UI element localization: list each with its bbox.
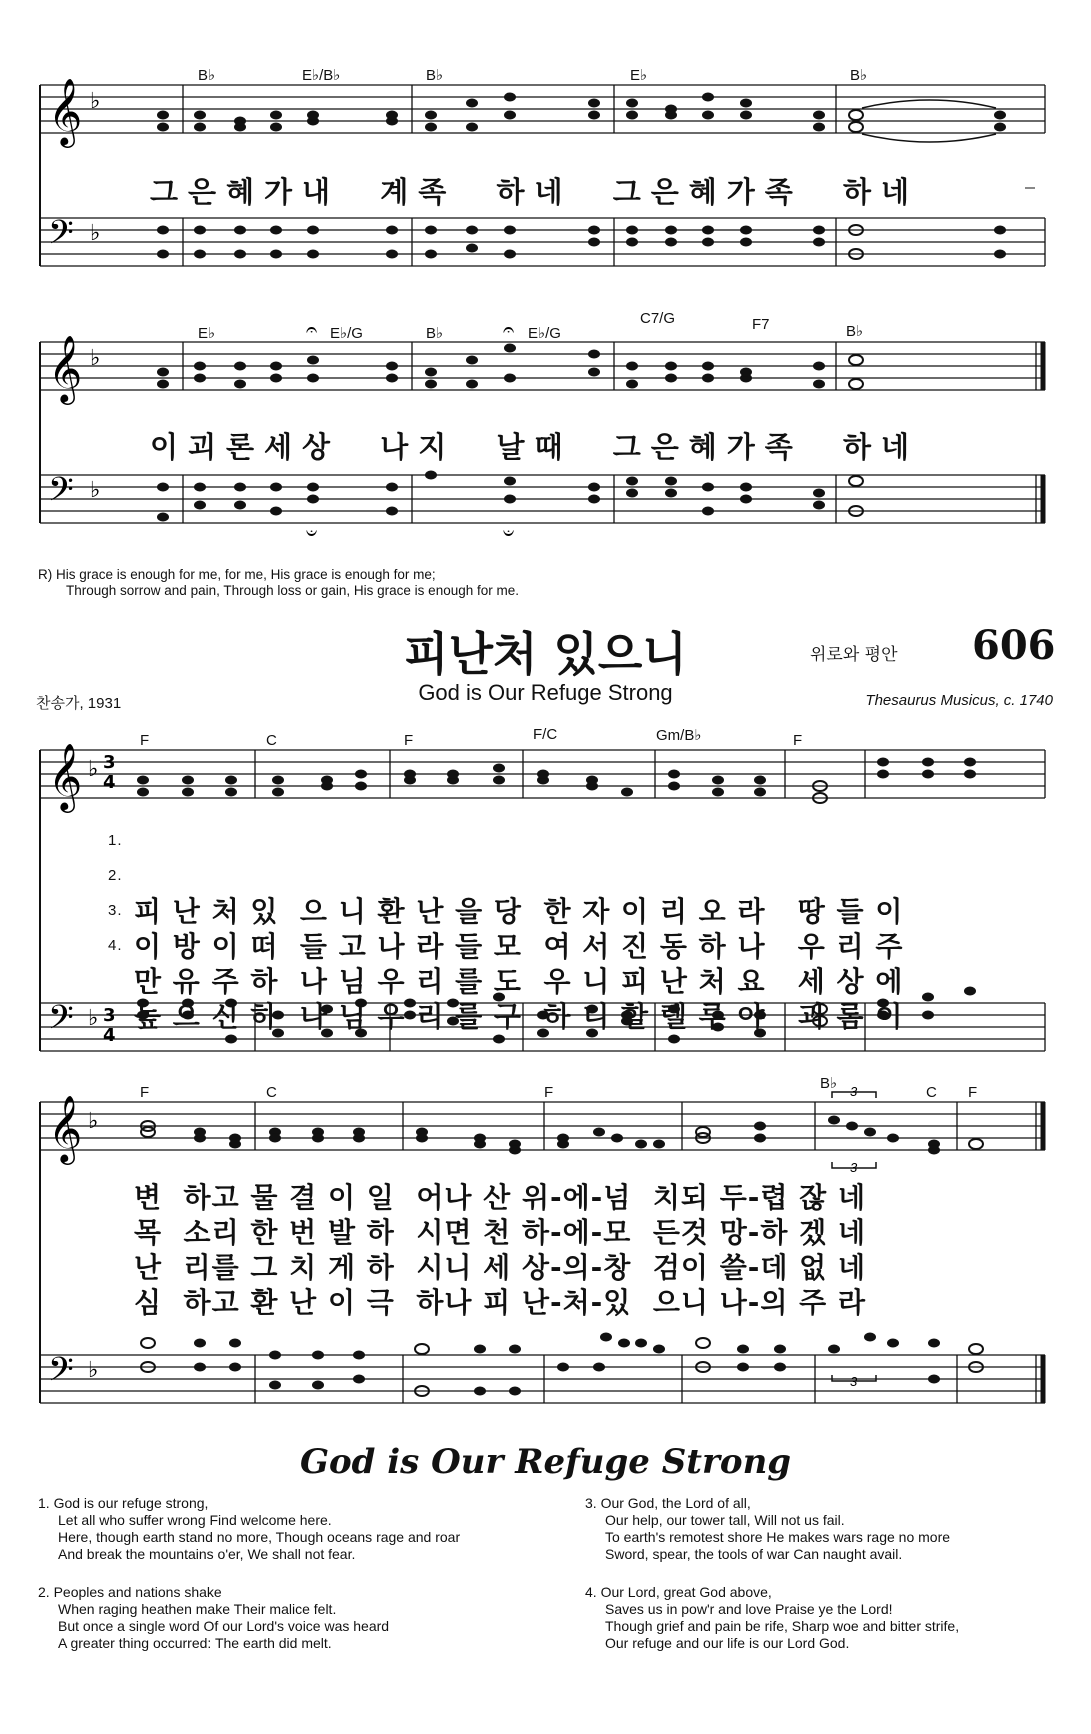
- svg-text:♭: ♭: [90, 221, 101, 246]
- chord-symbol: C7/G: [640, 310, 676, 327]
- lyric-text: 만 유 주 하 나 님 우 리 를 도 우 니 피 난 처 요 세 상 에: [134, 965, 904, 998]
- chord-symbol: F: [544, 1084, 554, 1101]
- hymn-title-korean: 피난처 있으니: [404, 627, 687, 681]
- chord-symbol: F: [404, 732, 414, 749]
- chord-symbol: E♭/G: [330, 325, 363, 342]
- lyric-text: 피 난 처 있 으 니 환 난 을 당 한 자 이 리 오 라 땅 들 이: [134, 895, 904, 928]
- treble-notes-4: [141, 1116, 983, 1155]
- verse-line: When raging heathen make Their malice felt.: [58, 1601, 337, 1617]
- chord-symbol: B♭: [850, 67, 868, 84]
- svg-text:3: 3: [103, 752, 116, 773]
- verse-line: Though grief and pain be rife, Sharp woe and bitter strife,: [605, 1618, 960, 1634]
- verse-line: Saves us in pow'r and love Praise ye the Lord!: [605, 1601, 893, 1617]
- chord-symbol: C: [926, 1084, 937, 1101]
- svg-text:♭: ♭: [90, 478, 101, 503]
- english-verse-4: [585, 1584, 959, 1652]
- english-verse-1: [38, 1495, 460, 1563]
- hymn-category: 위로와 평안: [810, 645, 898, 665]
- chord-symbol: F: [140, 1084, 150, 1101]
- chord-symbol: E♭/G: [528, 325, 561, 342]
- svg-text:♭: ♭: [88, 1006, 99, 1031]
- lyric-line-system-2: 이괴론세상 나지 날때 그은혜가족 하네: [150, 430, 919, 464]
- verse-line: And break the mountains o'er, We shall not fear.: [58, 1546, 356, 1562]
- svg-text:4: 4: [103, 1025, 116, 1046]
- svg-text:𝄐: 𝄐: [306, 317, 318, 341]
- triplet-mark-top: 3: [850, 1084, 858, 1099]
- chord-symbol: F/C: [533, 726, 558, 743]
- chord-symbol: E♭/B♭: [302, 67, 341, 84]
- verse-number: 4.: [108, 937, 123, 954]
- chord-symbol: E♭: [198, 325, 216, 342]
- english-verse-3: [585, 1495, 950, 1563]
- svg-text:𝄢: 𝄢: [48, 471, 74, 517]
- svg-text:𝄞: 𝄞: [48, 1094, 83, 1162]
- chord-symbol: C: [266, 732, 277, 749]
- verse-number: 1.: [108, 832, 123, 849]
- refrain-line: R) His grace is enough for me, for me, His grace is enough for me;: [38, 567, 436, 582]
- chord-symbol: B♭: [426, 67, 444, 84]
- lyric-text: 높 으 신 하 나 님 우 리 를 구 하 니 할 렐 루 야 괴 롬 이: [134, 1000, 904, 1033]
- svg-text:3: 3: [103, 1005, 116, 1026]
- english-verse-2: [38, 1584, 389, 1652]
- chord-symbol: F: [793, 732, 803, 749]
- triplet-mark-mid: 3: [850, 1160, 858, 1175]
- verse-number: 2.: [108, 867, 123, 884]
- chord-symbol: F7: [752, 316, 770, 333]
- svg-text:𝄢: 𝄢: [48, 214, 74, 260]
- svg-text:𝄑: 𝄑: [306, 521, 318, 545]
- verse-lyric-row: 난 리를 그 치 게 하 시니 세 상-의-창 검이 쓸-데 없 네: [134, 1251, 866, 1284]
- chord-symbol: B♭: [198, 67, 216, 84]
- lyric-line-system-1: 그은혜가내 계족 하네 그은혜가족 하네: [150, 175, 919, 209]
- verse-line: But once a single word Of our Lord's voice was heard: [58, 1618, 390, 1634]
- chord-symbol: C: [266, 1084, 277, 1101]
- svg-text:4: 4: [103, 772, 116, 793]
- chord-symbol: F: [140, 732, 150, 749]
- chord-symbol: E♭: [630, 67, 648, 84]
- verse-line: 1. God is our refuge strong,: [38, 1495, 209, 1511]
- verse-lyric-row: 목 소리 한 번 발 하 시면 천 하-에-모 든것 망-하 겠 네: [134, 1216, 866, 1249]
- svg-text:𝄐: 𝄐: [503, 317, 515, 341]
- verse-line: 2. Peoples and nations shake: [38, 1584, 222, 1600]
- verse-line: Here, though earth stand no more, Though oceans rage and roar: [58, 1529, 461, 1545]
- refrain-line: Through sorrow and pain, Through loss or gain, His grace is enough for me.: [66, 583, 519, 598]
- svg-text:♭: ♭: [88, 1109, 99, 1134]
- svg-text:𝄑: 𝄑: [503, 521, 515, 545]
- chord-symbol: Gm/B♭: [656, 727, 702, 744]
- svg-text:𝄞: 𝄞: [48, 742, 83, 810]
- svg-text:𝄢: 𝄢: [48, 1351, 74, 1397]
- hymn-title-english: God is Our Refuge Strong: [418, 680, 673, 705]
- verse-line: A greater thing occurred: The earth did melt.: [58, 1635, 332, 1651]
- verse-line: Let all who suffer wrong Find welcome here.: [58, 1512, 332, 1528]
- verse-number: 3.: [108, 902, 123, 919]
- triplet-mark-bottom: 3: [850, 1374, 858, 1389]
- verse-line: 3. Our God, the Lord of all,: [585, 1495, 751, 1511]
- svg-text:♭: ♭: [88, 1358, 99, 1383]
- text-source: 찬송가, 1931: [36, 695, 122, 712]
- verse-lyric-row: 변 하고 물 결 이 일 어나 산 위-에-넘 치되 두-렵 잖 네: [134, 1181, 866, 1214]
- chord-symbol: B♭: [426, 325, 444, 342]
- chord-symbol: F: [968, 1084, 978, 1101]
- verse-lyric-row: 심 하고 환 난 이 극 하나 피 난-처-있 으니 나-의 주 라: [134, 1286, 866, 1319]
- svg-text:𝄞: 𝄞: [48, 334, 83, 402]
- svg-text:♭: ♭: [90, 89, 101, 114]
- verse-line: 4. Our Lord, great God above,: [585, 1584, 772, 1600]
- verse-line: To earth's remotest shore He makes wars rage no more: [605, 1529, 951, 1545]
- verse-line: Sword, spear, the tools of war Can naught avail.: [605, 1546, 903, 1562]
- svg-text:𝄞: 𝄞: [48, 77, 83, 145]
- verse-line: Our help, our tower tall, Will not us fail.: [605, 1512, 845, 1528]
- verse-line: Our refuge and our life is our Lord God.: [605, 1635, 850, 1651]
- svg-text:♭: ♭: [90, 346, 101, 371]
- chord-symbol: B♭: [846, 323, 864, 340]
- hymn-number: 606: [972, 622, 1056, 669]
- chord-symbol: B♭: [820, 1075, 838, 1092]
- lyric-text: 이 방 이 떠 들 고 나 라 들 모 여 서 진 동 하 나 우 리 주: [134, 930, 904, 963]
- svg-text:𝄢: 𝄢: [48, 999, 74, 1045]
- english-title: God is Our Refuge Strong: [299, 1442, 792, 1482]
- tune-source: Thesaurus Musicus, c. 1740: [865, 692, 1053, 709]
- svg-text:♭: ♭: [88, 757, 99, 782]
